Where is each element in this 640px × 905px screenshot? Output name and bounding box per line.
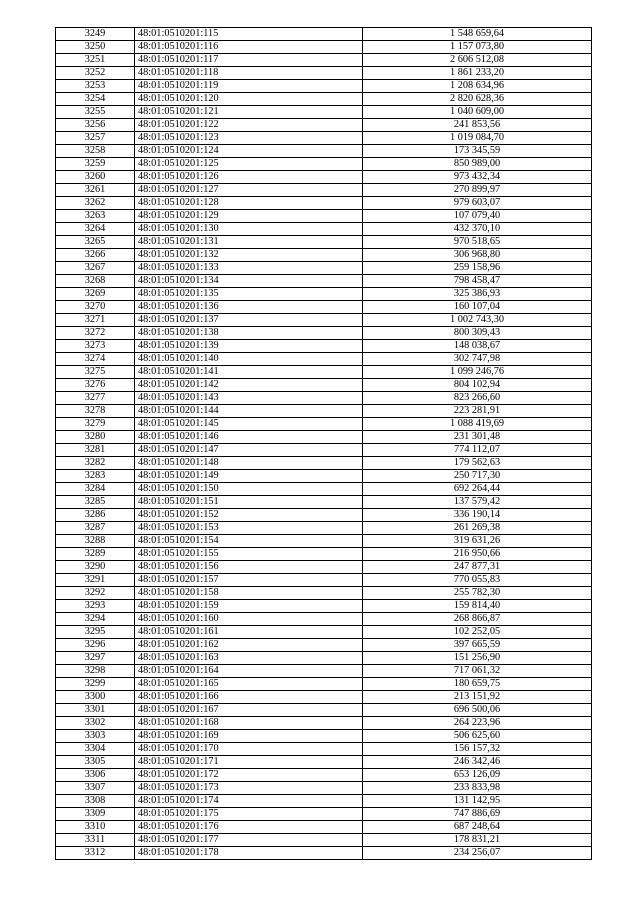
- cadastral-number-cell: 48:01:0510201:175: [135, 808, 363, 821]
- table-row: [56, 470, 592, 483]
- row-number-cell: 3312: [56, 847, 135, 860]
- row-number-cell: 3292: [56, 587, 135, 600]
- table-row: [56, 834, 592, 847]
- cadastral-value-cell: 432 370,10: [363, 223, 592, 236]
- row-number-cell: 3279: [56, 418, 135, 431]
- cadastral-number-cell: 48:01:0510201:158: [135, 587, 363, 600]
- row-number-cell: 3295: [56, 626, 135, 639]
- cadastral-value-table: [55, 27, 592, 860]
- cadastral-number-cell: 48:01:0510201:130: [135, 223, 363, 236]
- row-number-cell: 3268: [56, 275, 135, 288]
- cadastral-number-cell: 48:01:0510201:134: [135, 275, 363, 288]
- table-row: [56, 327, 592, 340]
- table-row: [56, 223, 592, 236]
- table-row: [56, 782, 592, 795]
- row-number-cell: 3285: [56, 496, 135, 509]
- table-body: [56, 28, 592, 860]
- cadastral-value-cell: 250 717,30: [363, 470, 592, 483]
- cadastral-number-cell: 48:01:0510201:118: [135, 67, 363, 80]
- cadastral-number-cell: 48:01:0510201:148: [135, 457, 363, 470]
- table-row: [56, 808, 592, 821]
- cadastral-value-cell: 302 747,98: [363, 353, 592, 366]
- cadastral-value-cell: 231 301,48: [363, 431, 592, 444]
- table-row: [56, 41, 592, 54]
- table-row: [56, 535, 592, 548]
- row-number-cell: 3250: [56, 41, 135, 54]
- cadastral-value-cell: 653 126,09: [363, 769, 592, 782]
- cadastral-value-cell: 1 088 419,69: [363, 418, 592, 431]
- cadastral-value-cell: 160 107,04: [363, 301, 592, 314]
- cadastral-value-cell: 1 099 246,76: [363, 366, 592, 379]
- row-number-cell: 3260: [56, 171, 135, 184]
- cadastral-number-cell: 48:01:0510201:173: [135, 782, 363, 795]
- row-number-cell: 3304: [56, 743, 135, 756]
- cadastral-value-cell: 506 625,60: [363, 730, 592, 743]
- cadastral-number-cell: 48:01:0510201:123: [135, 132, 363, 145]
- row-number-cell: 3286: [56, 509, 135, 522]
- cadastral-value-cell: 268 866,87: [363, 613, 592, 626]
- cadastral-number-cell: 48:01:0510201:155: [135, 548, 363, 561]
- table-row: [56, 613, 592, 626]
- table-row: [56, 236, 592, 249]
- cadastral-value-cell: 1 040 609,00: [363, 106, 592, 119]
- table-row: [56, 379, 592, 392]
- row-number-cell: 3283: [56, 470, 135, 483]
- table-row: [56, 678, 592, 691]
- row-number-cell: 3261: [56, 184, 135, 197]
- cadastral-number-cell: 48:01:0510201:135: [135, 288, 363, 301]
- table-row: [56, 184, 592, 197]
- cadastral-value-cell: 137 579,42: [363, 496, 592, 509]
- row-number-cell: 3277: [56, 392, 135, 405]
- row-number-cell: 3265: [56, 236, 135, 249]
- cadastral-number-cell: 48:01:0510201:153: [135, 522, 363, 535]
- cadastral-number-cell: 48:01:0510201:143: [135, 392, 363, 405]
- table-row: [56, 496, 592, 509]
- row-number-cell: 3263: [56, 210, 135, 223]
- cadastral-value-cell: 970 518,65: [363, 236, 592, 249]
- cadastral-number-cell: 48:01:0510201:127: [135, 184, 363, 197]
- table-row: [56, 600, 592, 613]
- table-row: [56, 119, 592, 132]
- table-row: [56, 93, 592, 106]
- cadastral-number-cell: 48:01:0510201:145: [135, 418, 363, 431]
- cadastral-value-cell: 319 631,26: [363, 535, 592, 548]
- table-row: [56, 665, 592, 678]
- table-row: [56, 431, 592, 444]
- cadastral-value-cell: 148 038,67: [363, 340, 592, 353]
- table-row: [56, 145, 592, 158]
- cadastral-value-cell: 131 142,95: [363, 795, 592, 808]
- cadastral-value-cell: 246 342,46: [363, 756, 592, 769]
- cadastral-value-cell: 1 861 233,20: [363, 67, 592, 80]
- row-number-cell: 3254: [56, 93, 135, 106]
- cadastral-value-cell: 687 248,64: [363, 821, 592, 834]
- cadastral-value-cell: 1 548 659,64: [363, 28, 592, 41]
- row-number-cell: 3282: [56, 457, 135, 470]
- cadastral-number-cell: 48:01:0510201:116: [135, 41, 363, 54]
- table-row: [56, 509, 592, 522]
- row-number-cell: 3256: [56, 119, 135, 132]
- cadastral-value-cell: 151 256,90: [363, 652, 592, 665]
- table-row: [56, 262, 592, 275]
- cadastral-number-cell: 48:01:0510201:120: [135, 93, 363, 106]
- cadastral-value-cell: 233 833,98: [363, 782, 592, 795]
- cadastral-value-cell: 1 208 634,96: [363, 80, 592, 93]
- cadastral-value-cell: 259 158,96: [363, 262, 592, 275]
- cadastral-number-cell: 48:01:0510201:115: [135, 28, 363, 41]
- cadastral-value-cell: 717 061,32: [363, 665, 592, 678]
- cadastral-value-cell: 2 820 628,36: [363, 93, 592, 106]
- table-row: [56, 821, 592, 834]
- cadastral-value-cell: 107 079,40: [363, 210, 592, 223]
- cadastral-number-cell: 48:01:0510201:152: [135, 509, 363, 522]
- row-number-cell: 3278: [56, 405, 135, 418]
- cadastral-value-cell: 692 264,44: [363, 483, 592, 496]
- row-number-cell: 3287: [56, 522, 135, 535]
- cadastral-number-cell: 48:01:0510201:139: [135, 340, 363, 353]
- cadastral-value-cell: 336 190,14: [363, 509, 592, 522]
- table-row: [56, 717, 592, 730]
- row-number-cell: 3253: [56, 80, 135, 93]
- row-number-cell: 3276: [56, 379, 135, 392]
- cadastral-value-cell: 180 659,75: [363, 678, 592, 691]
- row-number-cell: 3309: [56, 808, 135, 821]
- row-number-cell: 3251: [56, 54, 135, 67]
- table-row: [56, 28, 592, 41]
- cadastral-value-cell: 179 562,63: [363, 457, 592, 470]
- table-row: [56, 756, 592, 769]
- cadastral-value-cell: 804 102,94: [363, 379, 592, 392]
- cadastral-number-cell: 48:01:0510201:165: [135, 678, 363, 691]
- cadastral-value-cell: 798 458,47: [363, 275, 592, 288]
- cadastral-value-cell: 247 877,31: [363, 561, 592, 574]
- table-row: [56, 171, 592, 184]
- cadastral-number-cell: 48:01:0510201:132: [135, 249, 363, 262]
- table-row: [56, 522, 592, 535]
- cadastral-number-cell: 48:01:0510201:142: [135, 379, 363, 392]
- row-number-cell: 3262: [56, 197, 135, 210]
- cadastral-number-cell: 48:01:0510201:170: [135, 743, 363, 756]
- cadastral-number-cell: 48:01:0510201:129: [135, 210, 363, 223]
- cadastral-number-cell: 48:01:0510201:133: [135, 262, 363, 275]
- cadastral-number-cell: 48:01:0510201:171: [135, 756, 363, 769]
- cadastral-number-cell: 48:01:0510201:149: [135, 470, 363, 483]
- cadastral-number-cell: 48:01:0510201:141: [135, 366, 363, 379]
- cadastral-number-cell: 48:01:0510201:156: [135, 561, 363, 574]
- row-number-cell: 3255: [56, 106, 135, 119]
- cadastral-value-cell: 216 950,66: [363, 548, 592, 561]
- cadastral-number-cell: 48:01:0510201:167: [135, 704, 363, 717]
- cadastral-number-cell: 48:01:0510201:147: [135, 444, 363, 457]
- table-row: [56, 730, 592, 743]
- cadastral-value-cell: 264 223,96: [363, 717, 592, 730]
- cadastral-number-cell: 48:01:0510201:150: [135, 483, 363, 496]
- table-row: [56, 574, 592, 587]
- cadastral-number-cell: 48:01:0510201:169: [135, 730, 363, 743]
- cadastral-number-cell: 48:01:0510201:140: [135, 353, 363, 366]
- cadastral-number-cell: 48:01:0510201:166: [135, 691, 363, 704]
- cadastral-value-cell: 325 386,93: [363, 288, 592, 301]
- cadastral-value-cell: 241 853,56: [363, 119, 592, 132]
- cadastral-value-cell: 306 968,80: [363, 249, 592, 262]
- table-row: [56, 158, 592, 171]
- cadastral-number-cell: 48:01:0510201:157: [135, 574, 363, 587]
- table-row: [56, 275, 592, 288]
- row-number-cell: 3297: [56, 652, 135, 665]
- cadastral-value-cell: 696 500,06: [363, 704, 592, 717]
- cadastral-value-cell: 747 886,69: [363, 808, 592, 821]
- cadastral-value-cell: 770 055,83: [363, 574, 592, 587]
- cadastral-number-cell: 48:01:0510201:151: [135, 496, 363, 509]
- cadastral-number-cell: 48:01:0510201:126: [135, 171, 363, 184]
- cadastral-number-cell: 48:01:0510201:164: [135, 665, 363, 678]
- cadastral-value-cell: 102 252,05: [363, 626, 592, 639]
- cadastral-number-cell: 48:01:0510201:119: [135, 80, 363, 93]
- table-row: [56, 626, 592, 639]
- cadastral-number-cell: 48:01:0510201:162: [135, 639, 363, 652]
- cadastral-number-cell: 48:01:0510201:163: [135, 652, 363, 665]
- cadastral-value-cell: 1 019 084,70: [363, 132, 592, 145]
- cadastral-value-cell: 234 256,07: [363, 847, 592, 860]
- table-row: [56, 366, 592, 379]
- table-row: [56, 314, 592, 327]
- row-number-cell: 3257: [56, 132, 135, 145]
- table-row: [56, 80, 592, 93]
- row-number-cell: 3249: [56, 28, 135, 41]
- row-number-cell: 3267: [56, 262, 135, 275]
- table-row: [56, 301, 592, 314]
- cadastral-number-cell: 48:01:0510201:146: [135, 431, 363, 444]
- table-row: [56, 548, 592, 561]
- row-number-cell: 3275: [56, 366, 135, 379]
- cadastral-value-cell: 800 309,43: [363, 327, 592, 340]
- table-row: [56, 483, 592, 496]
- cadastral-number-cell: 48:01:0510201:138: [135, 327, 363, 340]
- cadastral-number-cell: 48:01:0510201:128: [135, 197, 363, 210]
- row-number-cell: 3269: [56, 288, 135, 301]
- cadastral-value-cell: 2 606 512,08: [363, 54, 592, 67]
- row-number-cell: 3266: [56, 249, 135, 262]
- cadastral-value-cell: 774 112,07: [363, 444, 592, 457]
- table-row: [56, 743, 592, 756]
- table-row: [56, 197, 592, 210]
- table-row: [56, 210, 592, 223]
- cadastral-value-cell: 156 157,32: [363, 743, 592, 756]
- table-row: [56, 457, 592, 470]
- cadastral-number-cell: 48:01:0510201:168: [135, 717, 363, 730]
- row-number-cell: 3280: [56, 431, 135, 444]
- row-number-cell: 3310: [56, 821, 135, 834]
- cadastral-value-cell: 223 281,91: [363, 405, 592, 418]
- cadastral-value-cell: 159 814,40: [363, 600, 592, 613]
- row-number-cell: 3299: [56, 678, 135, 691]
- row-number-cell: 3272: [56, 327, 135, 340]
- row-number-cell: 3259: [56, 158, 135, 171]
- table-row: [56, 288, 592, 301]
- table-row: [56, 132, 592, 145]
- table-row: [56, 67, 592, 80]
- table-row: [56, 561, 592, 574]
- table-row: [56, 392, 592, 405]
- cadastral-value-cell: 213 151,92: [363, 691, 592, 704]
- cadastral-value-cell: 973 432,34: [363, 171, 592, 184]
- table-row: [56, 704, 592, 717]
- table-row: [56, 340, 592, 353]
- row-number-cell: 3289: [56, 548, 135, 561]
- cadastral-number-cell: 48:01:0510201:136: [135, 301, 363, 314]
- cadastral-value-cell: 1 157 073,80: [363, 41, 592, 54]
- cadastral-value-cell: 1 002 743,30: [363, 314, 592, 327]
- table-row: [56, 54, 592, 67]
- row-number-cell: 3291: [56, 574, 135, 587]
- row-number-cell: 3311: [56, 834, 135, 847]
- cadastral-number-cell: 48:01:0510201:121: [135, 106, 363, 119]
- row-number-cell: 3306: [56, 769, 135, 782]
- cadastral-number-cell: 48:01:0510201:178: [135, 847, 363, 860]
- cadastral-number-cell: 48:01:0510201:124: [135, 145, 363, 158]
- row-number-cell: 3305: [56, 756, 135, 769]
- table-row: [56, 106, 592, 119]
- row-number-cell: 3288: [56, 535, 135, 548]
- cadastral-number-cell: 48:01:0510201:159: [135, 600, 363, 613]
- table-row: [56, 769, 592, 782]
- row-number-cell: 3301: [56, 704, 135, 717]
- cadastral-number-cell: 48:01:0510201:177: [135, 834, 363, 847]
- cadastral-number-cell: 48:01:0510201:176: [135, 821, 363, 834]
- cadastral-number-cell: 48:01:0510201:172: [135, 769, 363, 782]
- row-number-cell: 3271: [56, 314, 135, 327]
- row-number-cell: 3302: [56, 717, 135, 730]
- cadastral-number-cell: 48:01:0510201:117: [135, 54, 363, 67]
- row-number-cell: 3296: [56, 639, 135, 652]
- table-row: [56, 691, 592, 704]
- row-number-cell: 3294: [56, 613, 135, 626]
- cadastral-number-cell: 48:01:0510201:154: [135, 535, 363, 548]
- table-row: [56, 444, 592, 457]
- cadastral-number-cell: 48:01:0510201:174: [135, 795, 363, 808]
- cadastral-number-cell: 48:01:0510201:161: [135, 626, 363, 639]
- cadastral-number-cell: 48:01:0510201:160: [135, 613, 363, 626]
- cadastral-value-cell: 397 665,59: [363, 639, 592, 652]
- row-number-cell: 3258: [56, 145, 135, 158]
- table-row: [56, 249, 592, 262]
- row-number-cell: 3284: [56, 483, 135, 496]
- table-row: [56, 587, 592, 600]
- row-number-cell: 3281: [56, 444, 135, 457]
- row-number-cell: 3298: [56, 665, 135, 678]
- table-row: [56, 353, 592, 366]
- cadastral-value-cell: 261 269,38: [363, 522, 592, 535]
- row-number-cell: 3303: [56, 730, 135, 743]
- table-row: [56, 795, 592, 808]
- cadastral-number-cell: 48:01:0510201:137: [135, 314, 363, 327]
- cadastral-number-cell: 48:01:0510201:122: [135, 119, 363, 132]
- cadastral-value-cell: 255 782,30: [363, 587, 592, 600]
- cadastral-value-cell: 178 831,21: [363, 834, 592, 847]
- row-number-cell: 3308: [56, 795, 135, 808]
- table-row: [56, 418, 592, 431]
- table-row: [56, 847, 592, 860]
- table-row: [56, 639, 592, 652]
- table-row: [56, 405, 592, 418]
- cadastral-value-cell: 173 345,59: [363, 145, 592, 158]
- row-number-cell: 3307: [56, 782, 135, 795]
- row-number-cell: 3264: [56, 223, 135, 236]
- row-number-cell: 3293: [56, 600, 135, 613]
- row-number-cell: 3252: [56, 67, 135, 80]
- cadastral-value-cell: 850 989,00: [363, 158, 592, 171]
- row-number-cell: 3270: [56, 301, 135, 314]
- row-number-cell: 3273: [56, 340, 135, 353]
- table-row: [56, 652, 592, 665]
- cadastral-number-cell: 48:01:0510201:144: [135, 405, 363, 418]
- cadastral-value-cell: 979 603,07: [363, 197, 592, 210]
- row-number-cell: 3290: [56, 561, 135, 574]
- cadastral-value-cell: 270 899,97: [363, 184, 592, 197]
- row-number-cell: 3300: [56, 691, 135, 704]
- row-number-cell: 3274: [56, 353, 135, 366]
- cadastral-value-cell: 823 266,60: [363, 392, 592, 405]
- cadastral-number-cell: 48:01:0510201:125: [135, 158, 363, 171]
- cadastral-number-cell: 48:01:0510201:131: [135, 236, 363, 249]
